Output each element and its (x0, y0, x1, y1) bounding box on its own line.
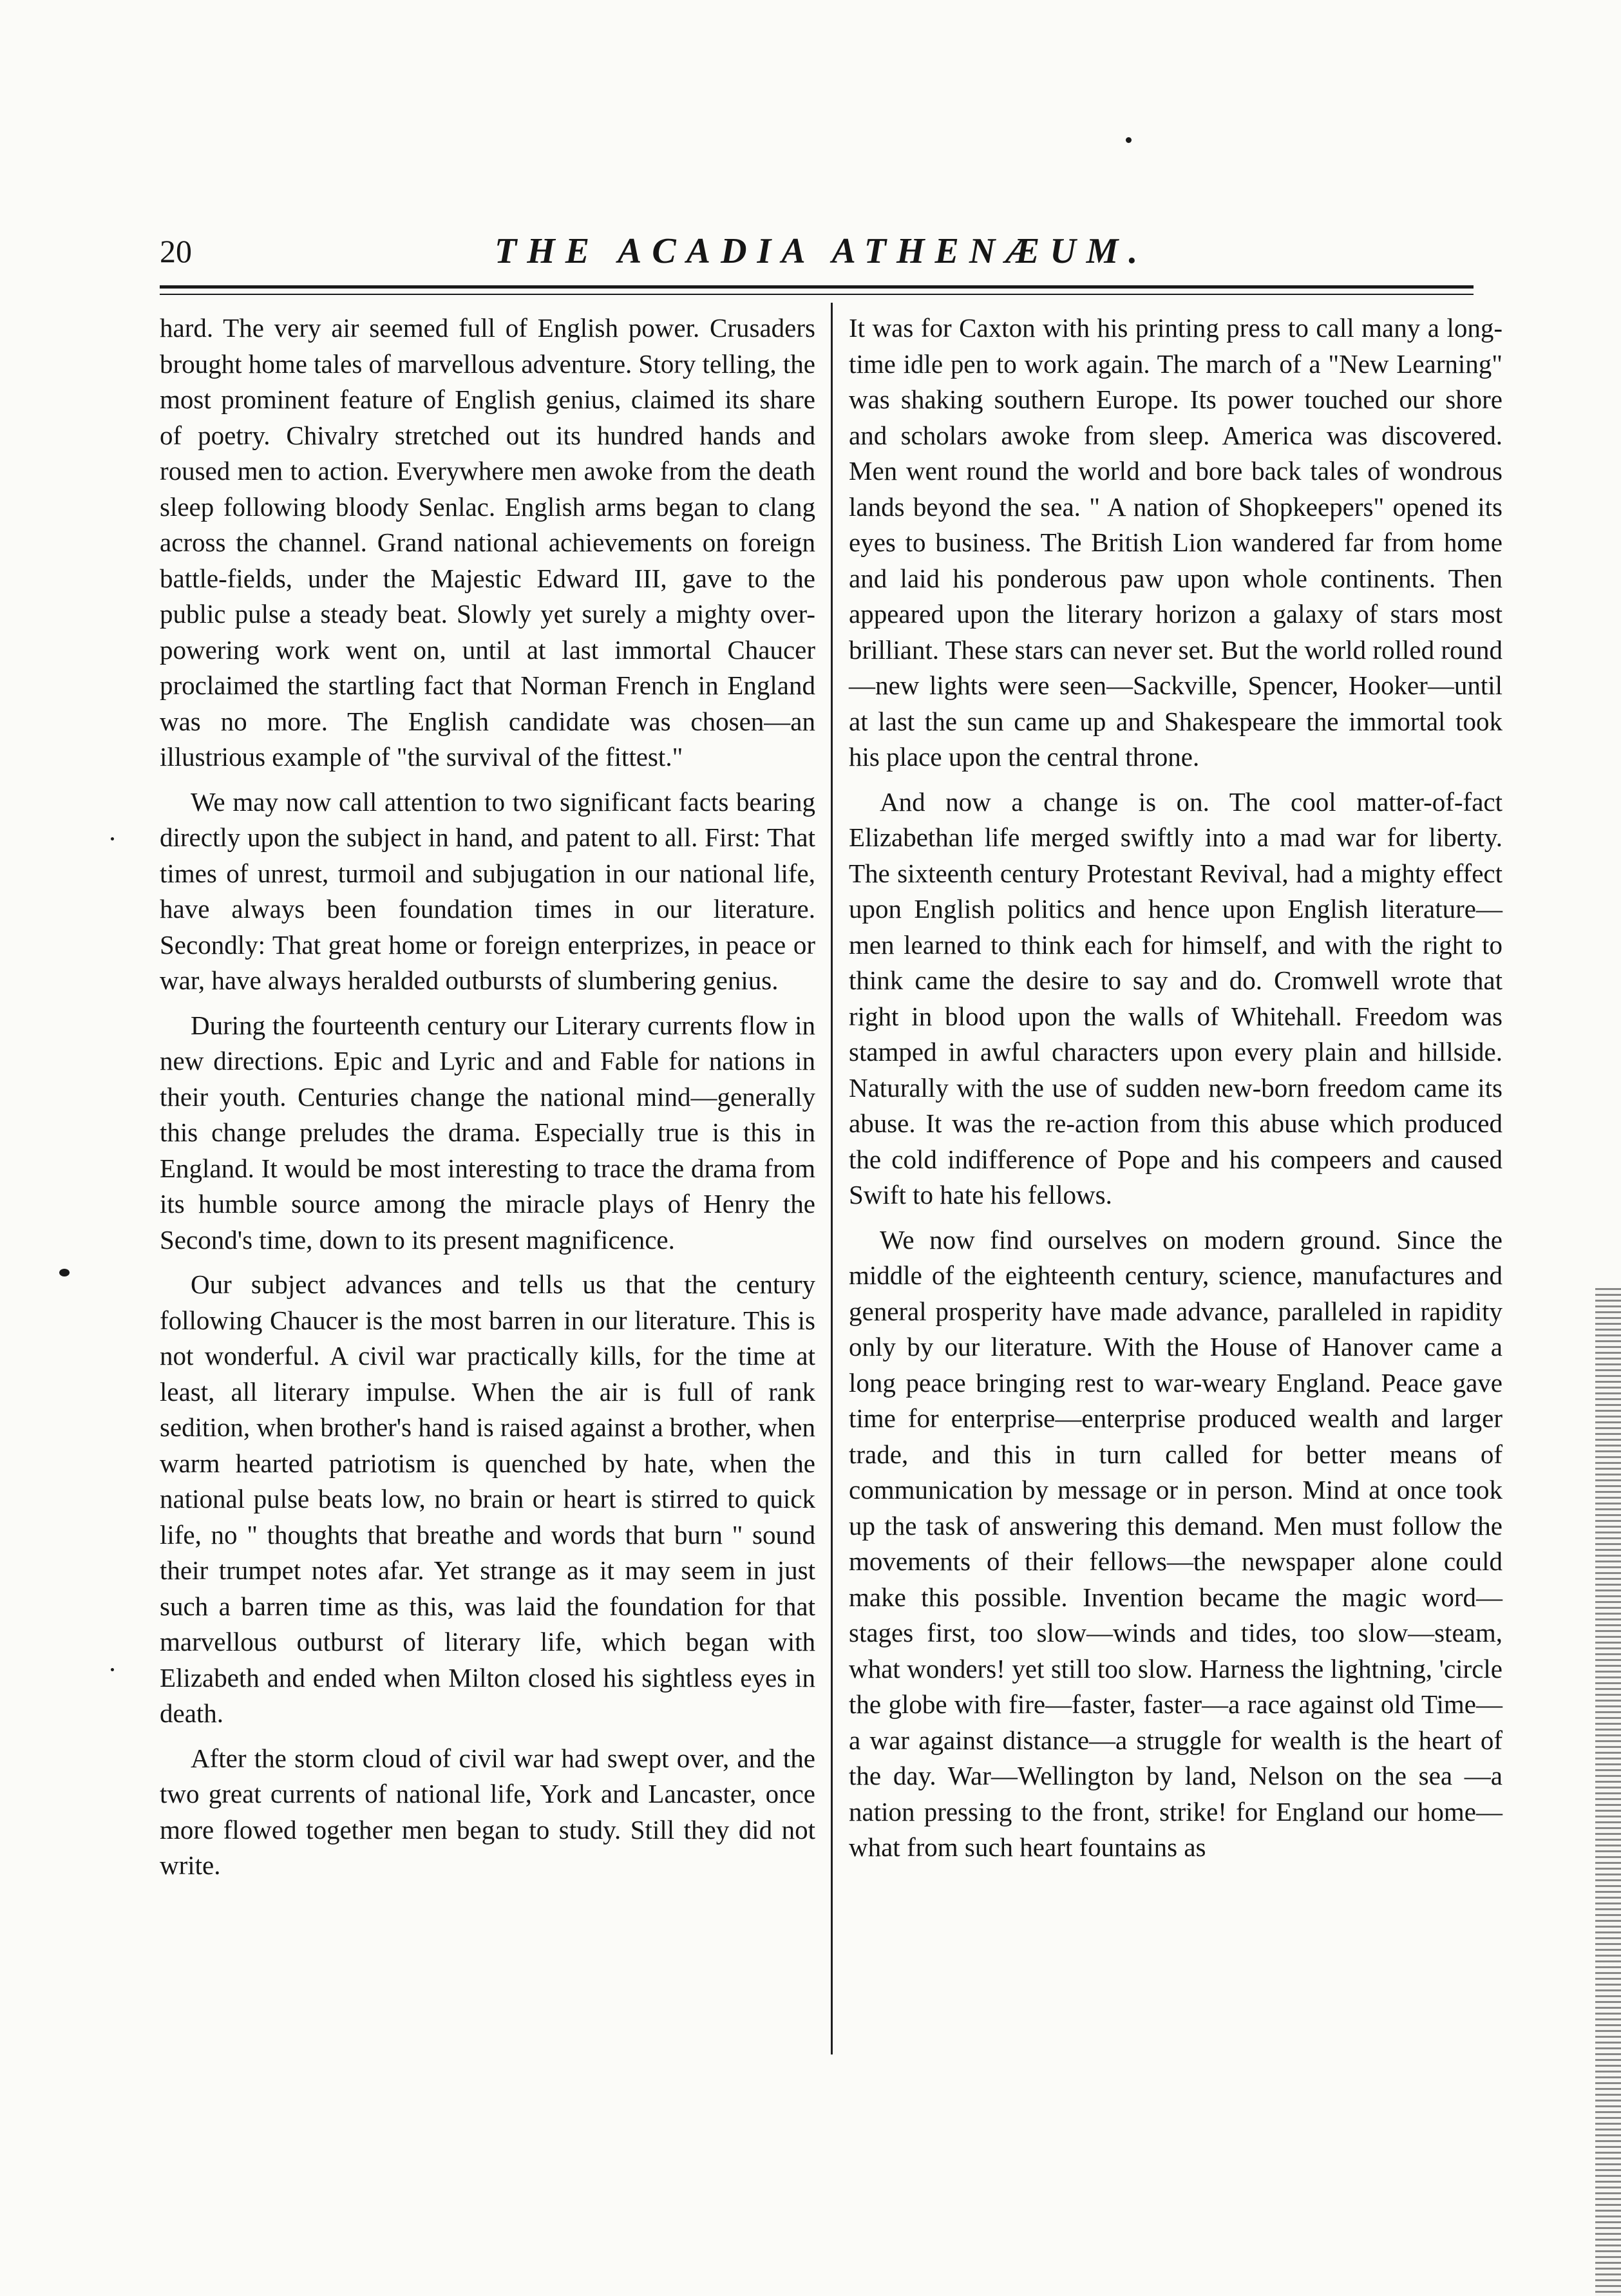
header-rule-thin (160, 294, 1474, 295)
ink-speck (111, 837, 114, 840)
ink-speck (1126, 137, 1132, 143)
header-rule-thick (160, 285, 1474, 289)
column-divider (831, 303, 833, 2054)
right-column (849, 310, 1503, 1875)
paragraph: And now a change is on. The cool matter-of-fact Elizabethan life merged swiftly into a mad war for liberty. The sixteenth century Protestant Revival, had a mighty effect upon English politics and hence upon English literature—men learned to think each for himself, and with the right to think came the desire to say and do. Cromwell wrote that right in blood upon the walls of Whitehall. Freedom was stamped in awful characters upon every plain and hillside. Naturally with the use of sudden new-born freedom came its abuse. It was the re-action from this abuse which produced the cold indifference of Pope and his compeers and caused Swift to hate his fellows. (849, 786, 1503, 1210)
page-header (160, 229, 1474, 274)
ink-speck (59, 1269, 70, 1276)
journal-title: THE ACADIA ATHENÆUM. (495, 231, 1148, 271)
ink-speck (111, 1668, 114, 1671)
scanned-binding-edge (1595, 1288, 1621, 2296)
paragraph: We now find ourselves on modern ground. Since the middle of the eighteenth century, science, manufactures and general prosperity have made advance, paralleled in rapidity only by our literature. With the House of Hanover came a long peace bringing rest to war-weary England. Peace gave time for enterprise—enterprise produced wealth and larger trade, and this in turn called for better means of communication by message or in person. Mind at once took up the task of answering this demand. Men must follow the movements of their fellows—the newspaper alone could make this possible. Invention became the magic word—stages first, too slow—winds and tides, too slow—steam, what wonders! yet still too slow. Harness the lightning, 'circle the globe with fire—faster, faster—a race against old Time—a war against distance—a struggle for wealth is the heart of the day. War—Wellington by land, Nelson on the sea —a nation pressing to the front, strike! for England our home—what from such heart fountains as (849, 1224, 1503, 1862)
paragraph: After the storm cloud of civil war had swept over, and the two great currents of national life, York and Lancaster, once more flowed together men began to study. Still they did not write. (160, 1743, 815, 1880)
paragraph: Our subject advances and tells us that the century following Chaucer is the most barren in our literature. This is not wonderful. A civil war practically kills, for the time at least, all literary impulse. When the air is full of rank sedition, when brother's hand is raised against a brother, when warm hearted patriotism is quenched by hate, when the national pulse beats low, no brain or heart is stirred to quick life, no " thoughts that breathe and words that burn " sound their trumpet notes afar. Yet strange as it may seem in just such a barren time as this, was laid the foundation for that marvellous outburst of literary life, which began with Elizabeth and ended when Milton closed his sightless eyes in death. (160, 1269, 815, 1728)
left-column (160, 310, 815, 1893)
paragraph: hard. The very air seemed full of English power. Crusaders brought home tales of marvellous adventure. Story telling, the most prominent feature of English genius, claimed its share of poetry. Chivalry stretched out its hundred hands and roused men to action. Everywhere men awoke from the death sleep following bloody Senlac. English arms began to clang across the channel. Grand national achievements on foreign battle-fields, under the Majestic Edward III, gave to the public pulse a steady beat. Slowly yet surely a mighty over-powering work went on, until at last immortal Chaucer proclaimed the startling fact that Norman French in England was no more. The English candidate was chosen—an illustrious example of "the survival of the fittest." (160, 313, 815, 772)
page-number: 20 (160, 233, 192, 269)
paragraph: It was for Caxton with his printing press to call many a long-time idle pen to work again. The march of a "New Learning" was shaking southern Europe. Its power touched our shore and scholars awoke from sleep. America was discovered. Men went round the world and bore back tales of wondrous lands beyond the sea. " A nation of Shopkeepers" opened its eyes to business. The British Lion wandered far from home and laid his ponderous paw upon whole continents. Then appeared upon the literary horizon a galaxy of stars most brilliant. These stars can never set. But the world rolled round—new lights were seen—Sackville, Spencer, Hooker—until at last the sun came up and Shakespeare the immortal took his place upon the central throne. (849, 313, 1503, 772)
paragraph: We may now call attention to two significant facts bearing directly upon the subject in hand, and patent to all. First: That times of unrest, turmoil and subjugation in our national life, have always been foundation times in our literature. Secondly: That great home or foreign enterprizes, in peace or war, have always heralded outbursts of slumbering genius. (160, 786, 815, 995)
paragraph: During the fourteenth century our Literary currents flow in new directions. Epic and Lyric and and Fable for nations in their youth. Centuries change the national mind—generally this change preludes the drama. Especially true is this in England. It would be most interesting to trace the drama from its humble source among the miracle plays of Henry the Second's time, down to its present magnificence. (160, 1010, 815, 1255)
